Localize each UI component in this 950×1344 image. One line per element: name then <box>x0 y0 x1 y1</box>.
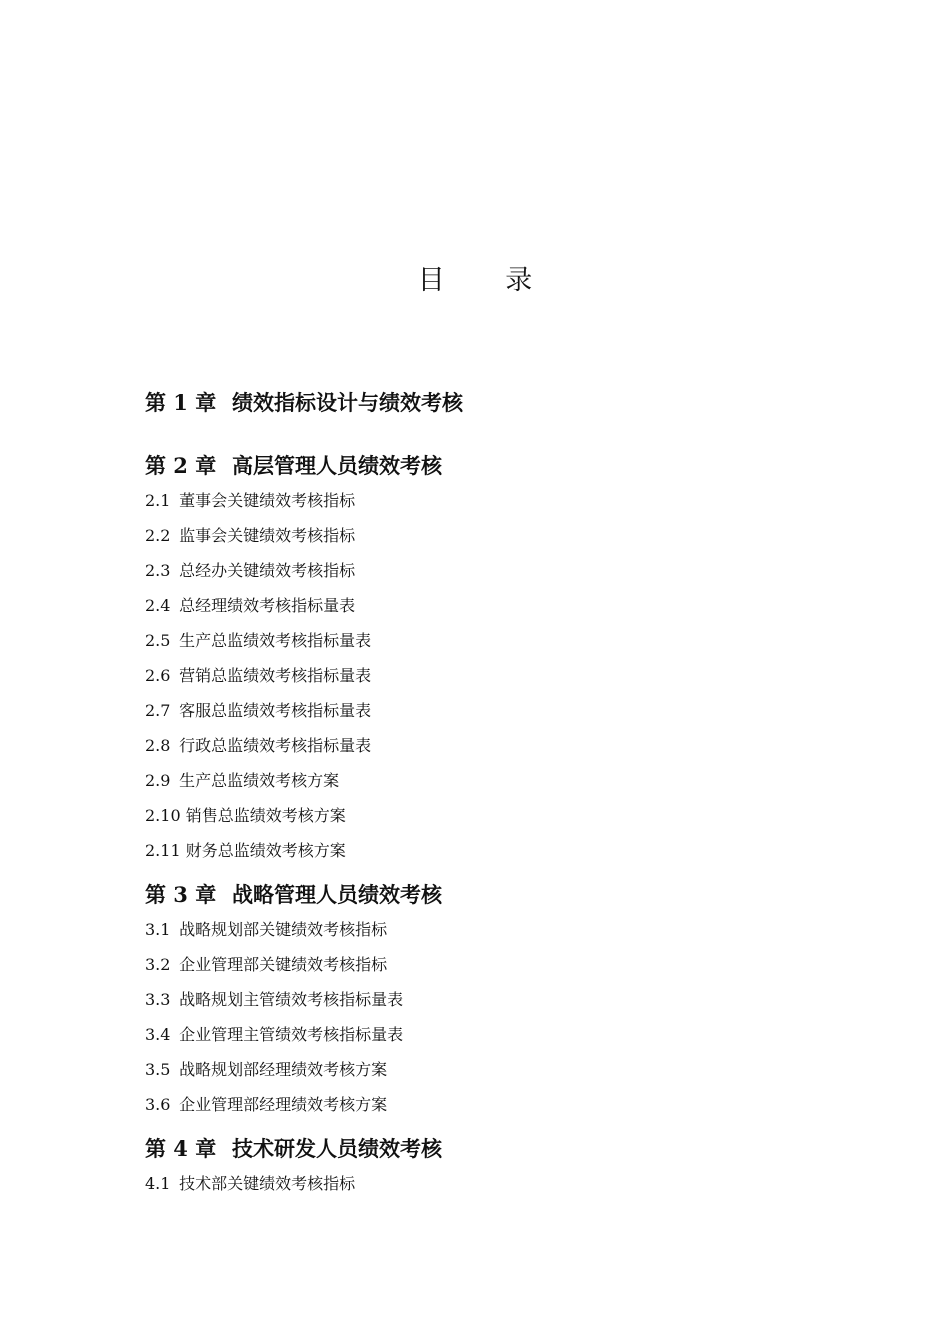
section-title: 企业管理部关键绩效考核指标 <box>179 955 388 974</box>
toc-section-2-2[interactable] <box>145 518 845 553</box>
section-number: 3.6 <box>145 1095 171 1114</box>
toc-section-2-11[interactable] <box>145 833 845 868</box>
chapter-number: 第 2 章 <box>145 453 217 478</box>
toc-section-2-7[interactable] <box>145 693 845 728</box>
chapter-number: 第 1 章 <box>145 390 217 415</box>
chapter-number: 第 3 章 <box>145 882 217 907</box>
section-title: 行政总监绩效考核指标量表 <box>179 736 372 755</box>
section-title: 企业管理主管绩效考核指标量表 <box>179 1025 404 1044</box>
chapter-title: 绩效指标设计与绩效考核 <box>232 390 463 415</box>
section-number: 3.1 <box>145 920 171 939</box>
section-title: 董事会关键绩效考核指标 <box>179 491 356 510</box>
toc-chapter-2[interactable] <box>145 449 845 483</box>
chapter-number: 第 4 章 <box>145 1136 217 1161</box>
section-title: 总经办关键绩效考核指标 <box>179 561 356 580</box>
toc-section-3-2[interactable] <box>145 947 845 982</box>
section-title: 技术部关键绩效考核指标 <box>179 1174 356 1193</box>
section-title: 企业管理部经理绩效考核方案 <box>179 1095 388 1114</box>
section-title: 战略规划主管绩效考核指标量表 <box>179 990 404 1009</box>
toc-section-2-3[interactable] <box>145 553 845 588</box>
section-title: 财务总监绩效考核方案 <box>185 841 346 860</box>
section-number: 3.5 <box>145 1060 171 1079</box>
toc-section-2-9[interactable] <box>145 763 845 798</box>
section-number: 3.2 <box>145 955 171 974</box>
section-number: 2.8 <box>145 736 171 755</box>
toc-section-2-6[interactable] <box>145 658 845 693</box>
section-title: 战略规划部关键绩效考核指标 <box>179 920 388 939</box>
toc-chapter-1[interactable] <box>145 386 845 420</box>
section-number: 2.1 <box>145 491 171 510</box>
toc-section-2-8[interactable] <box>145 728 845 763</box>
toc-section-3-4[interactable] <box>145 1017 845 1052</box>
section-number: 2.10 <box>145 806 181 825</box>
section-number: 3.3 <box>145 990 171 1009</box>
toc-section-4-1[interactable] <box>145 1166 845 1201</box>
section-title: 营销总监绩效考核指标量表 <box>179 666 372 685</box>
section-number: 2.5 <box>145 631 171 650</box>
toc-section-2-10[interactable] <box>145 798 845 833</box>
section-title: 总经理绩效考核指标量表 <box>179 596 356 615</box>
section-number: 4.1 <box>145 1174 171 1193</box>
section-number: 2.9 <box>145 771 171 790</box>
chapter-title: 战略管理人员绩效考核 <box>232 882 442 907</box>
section-title: 战略规划部经理绩效考核方案 <box>179 1060 388 1079</box>
toc-section-2-5[interactable] <box>145 623 845 658</box>
section-title: 监事会关键绩效考核指标 <box>179 526 356 545</box>
toc-list <box>145 386 845 1201</box>
section-number: 2.6 <box>145 666 171 685</box>
toc-section-3-5[interactable] <box>145 1052 845 1087</box>
section-number: 2.3 <box>145 561 171 580</box>
section-number: 2.4 <box>145 596 171 615</box>
chapter-title: 高层管理人员绩效考核 <box>232 453 442 478</box>
toc-title: 目 录 <box>417 265 559 296</box>
section-title: 生产总监绩效考核方案 <box>179 771 340 790</box>
section-number: 2.2 <box>145 526 171 545</box>
section-number: 3.4 <box>145 1025 171 1044</box>
section-number: 2.11 <box>145 841 181 860</box>
toc-chapter-3[interactable] <box>145 878 845 912</box>
toc-section-3-1[interactable] <box>145 912 845 947</box>
section-title: 客服总监绩效考核指标量表 <box>179 701 372 720</box>
section-title: 销售总监绩效考核方案 <box>185 806 346 825</box>
toc-section-3-6[interactable] <box>145 1087 845 1122</box>
toc-section-2-1[interactable] <box>145 483 845 518</box>
toc-chapter-4[interactable] <box>145 1132 845 1166</box>
toc-section-2-4[interactable] <box>145 588 845 623</box>
toc-section-3-3[interactable] <box>145 982 845 1017</box>
chapter-title: 技术研发人员绩效考核 <box>232 1136 442 1161</box>
section-number: 2.7 <box>145 701 171 720</box>
section-title: 生产总监绩效考核指标量表 <box>179 631 372 650</box>
